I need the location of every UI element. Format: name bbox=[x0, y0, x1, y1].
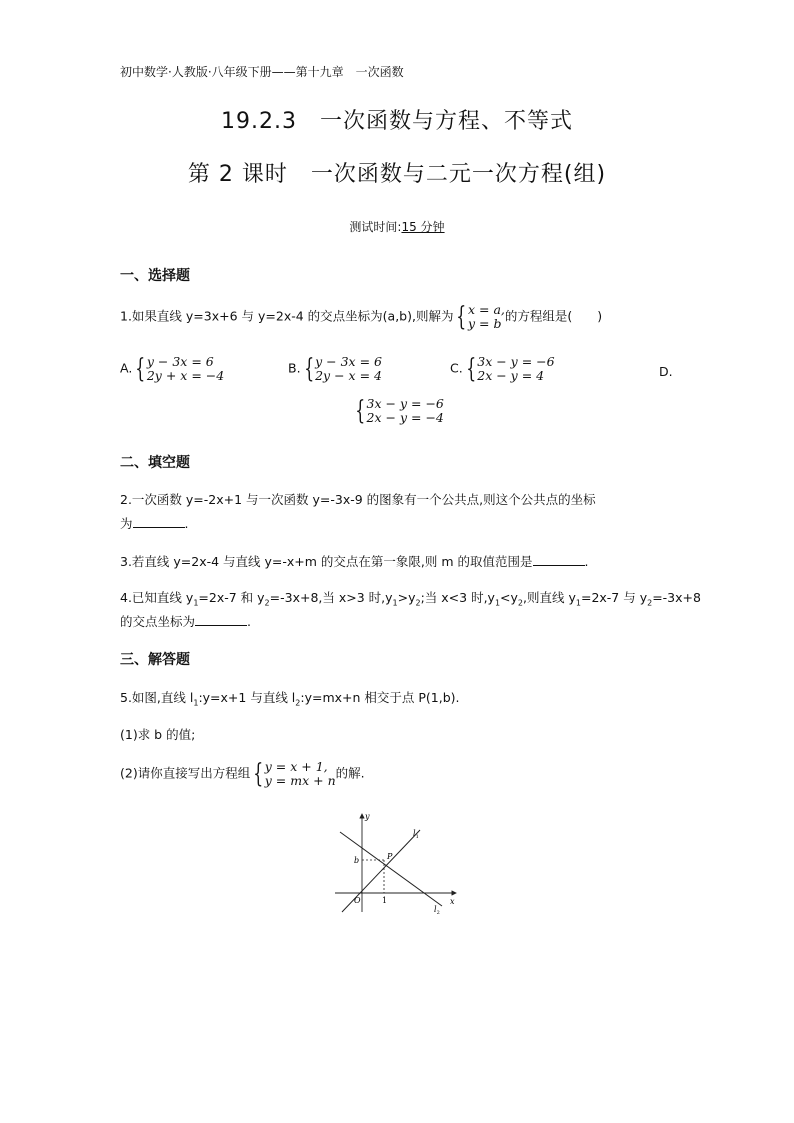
option-system bbox=[315, 355, 382, 383]
question-1 bbox=[120, 303, 602, 331]
q4-text: =2x-7 与 y bbox=[580, 590, 648, 605]
q1-option-b bbox=[288, 355, 382, 383]
question-2-line-2 bbox=[120, 514, 189, 532]
l2-label bbox=[434, 905, 440, 916]
section-heading-solve: 三、解答题 bbox=[120, 652, 190, 668]
subscript: 1 bbox=[193, 698, 199, 708]
point-p-label: P bbox=[387, 852, 393, 861]
q1-suffix: 的方程组是( ) bbox=[504, 308, 603, 324]
subscript: 2 bbox=[647, 598, 653, 608]
question-2-line-1: 2.一次函数 y=-2x+1 与一次函数 y=-3x-9 的图象有一个公共点,则这个公共点的坐标 bbox=[120, 492, 596, 507]
q4-suffix: . bbox=[247, 614, 251, 629]
l1-label-sub: 1 bbox=[415, 834, 419, 840]
subscript: 1 bbox=[193, 598, 199, 608]
y-axis-label: y bbox=[365, 812, 370, 821]
coordinate-figure bbox=[330, 808, 470, 918]
q3-prefix: 3.若直线 y=2x-4 与直线 y=-x+m 的交点在第一象限,则 m 的取值范围是 bbox=[120, 554, 533, 569]
q4-text: 4.已知直线 y bbox=[120, 590, 194, 605]
l2-label-sub: 2 bbox=[436, 910, 440, 916]
option-label: C. bbox=[450, 360, 463, 376]
q1-option-a bbox=[120, 355, 224, 383]
answer-blank bbox=[195, 613, 247, 626]
q5-system-line: y = mx + n bbox=[264, 773, 336, 788]
question-5-part-1: (1)求 b 的值; bbox=[120, 727, 196, 742]
q1-prefix: 1.如果直线 y=3x+6 与 y=2x-4 的交点坐标为(a,b),则解为 bbox=[120, 308, 454, 324]
section-heading-fill: 二、填空题 bbox=[120, 455, 190, 471]
x-axis-label: x bbox=[450, 897, 455, 906]
brace-icon: { bbox=[355, 396, 366, 426]
q4-prefix: 的交点坐标为 bbox=[120, 614, 196, 629]
q4-text: <y bbox=[500, 590, 518, 605]
option-system bbox=[477, 355, 554, 383]
option-line: 2x − y = 4 bbox=[477, 368, 545, 383]
q1-option-d bbox=[352, 397, 444, 425]
page-header: 初中数学·人教版·八年级下册——第十九章 一次函数 bbox=[120, 65, 404, 79]
brace-icon: { bbox=[303, 354, 314, 384]
brace-icon: { bbox=[135, 354, 146, 384]
subscript: 1 bbox=[494, 598, 501, 608]
option-line: 3x − y = −6 bbox=[477, 354, 555, 369]
q4-text: ,则直线 y bbox=[523, 590, 576, 605]
l2-label-main: l bbox=[434, 905, 437, 914]
q1-system-line: y = b bbox=[468, 316, 502, 331]
q4-text: ;当 x<3 时,y bbox=[420, 590, 495, 605]
subscript: 2 bbox=[517, 598, 524, 608]
option-system bbox=[147, 355, 224, 383]
q1-option-c bbox=[450, 355, 555, 383]
q4-text: >y bbox=[397, 590, 416, 605]
q3-suffix: . bbox=[584, 554, 589, 569]
section-heading-choice: 一、选择题 bbox=[120, 268, 190, 284]
option-system bbox=[367, 397, 444, 425]
q2-prefix: 为 bbox=[120, 516, 133, 531]
option-label: B. bbox=[288, 360, 301, 376]
q2-suffix: . bbox=[184, 516, 189, 531]
answer-blank bbox=[133, 515, 185, 528]
q1-system bbox=[468, 303, 505, 331]
one-label: 1 bbox=[382, 896, 388, 905]
brace-icon: { bbox=[466, 354, 476, 384]
option-line: 2y − x = 4 bbox=[315, 368, 382, 383]
b-label: b bbox=[354, 856, 360, 865]
subscript: 1 bbox=[392, 598, 398, 608]
q1-system-line: x = a, bbox=[468, 302, 505, 317]
option-line: y − 3x = 6 bbox=[146, 354, 214, 369]
option-line: 2x − y = −4 bbox=[366, 410, 444, 425]
q5-part2-suffix: 的解. bbox=[335, 765, 365, 781]
brace-icon: { bbox=[456, 302, 467, 332]
q5-text: :y=mx+n 相交于点 P(1,b). bbox=[300, 690, 460, 705]
q4-text: =-3x+8,当 x>3 时,y bbox=[269, 590, 393, 605]
test-time-label: 测试时间: bbox=[349, 220, 402, 234]
question-3 bbox=[120, 552, 589, 570]
l1-label-main: l bbox=[413, 829, 416, 838]
q5-text: :y=x+1 与直线 l bbox=[198, 690, 296, 705]
subscript: 2 bbox=[264, 598, 270, 608]
answer-blank bbox=[533, 553, 585, 566]
q5-text: 5.如图,直线 l bbox=[120, 690, 194, 705]
q5-part2-prefix: (2)请你直接写出方程组 bbox=[120, 765, 251, 781]
q5-system bbox=[265, 760, 336, 788]
q4-text: =-3x+8 bbox=[652, 590, 701, 605]
l1-label bbox=[413, 829, 419, 840]
brace-icon: { bbox=[253, 759, 264, 789]
q1-option-d-label: D. bbox=[659, 364, 673, 379]
question-4-line-1 bbox=[120, 588, 701, 608]
question-5-stem bbox=[120, 688, 460, 708]
option-line: y − 3x = 6 bbox=[315, 354, 382, 369]
line-l2 bbox=[340, 832, 442, 906]
q5-system-line: y = x + 1, bbox=[264, 759, 328, 774]
option-label: A. bbox=[120, 360, 133, 376]
subscript: 2 bbox=[415, 598, 421, 608]
test-time bbox=[0, 218, 794, 235]
q4-text: =2x-7 和 y bbox=[198, 590, 265, 605]
section-title: 19.2.3 一次函数与方程、不等式 bbox=[221, 109, 573, 134]
subscript: 1 bbox=[575, 598, 581, 608]
origin-label: O bbox=[354, 896, 361, 905]
option-line: 3x − y = −6 bbox=[366, 396, 444, 411]
question-5-part-2 bbox=[120, 760, 365, 788]
lesson-title: 第 2 课时 一次函数与二元一次方程(组) bbox=[187, 162, 607, 187]
test-time-value: 15 分钟 bbox=[401, 220, 445, 234]
subscript: 2 bbox=[295, 698, 301, 708]
question-4-line-2 bbox=[120, 612, 251, 630]
option-line: 2y + x = −4 bbox=[146, 368, 225, 383]
